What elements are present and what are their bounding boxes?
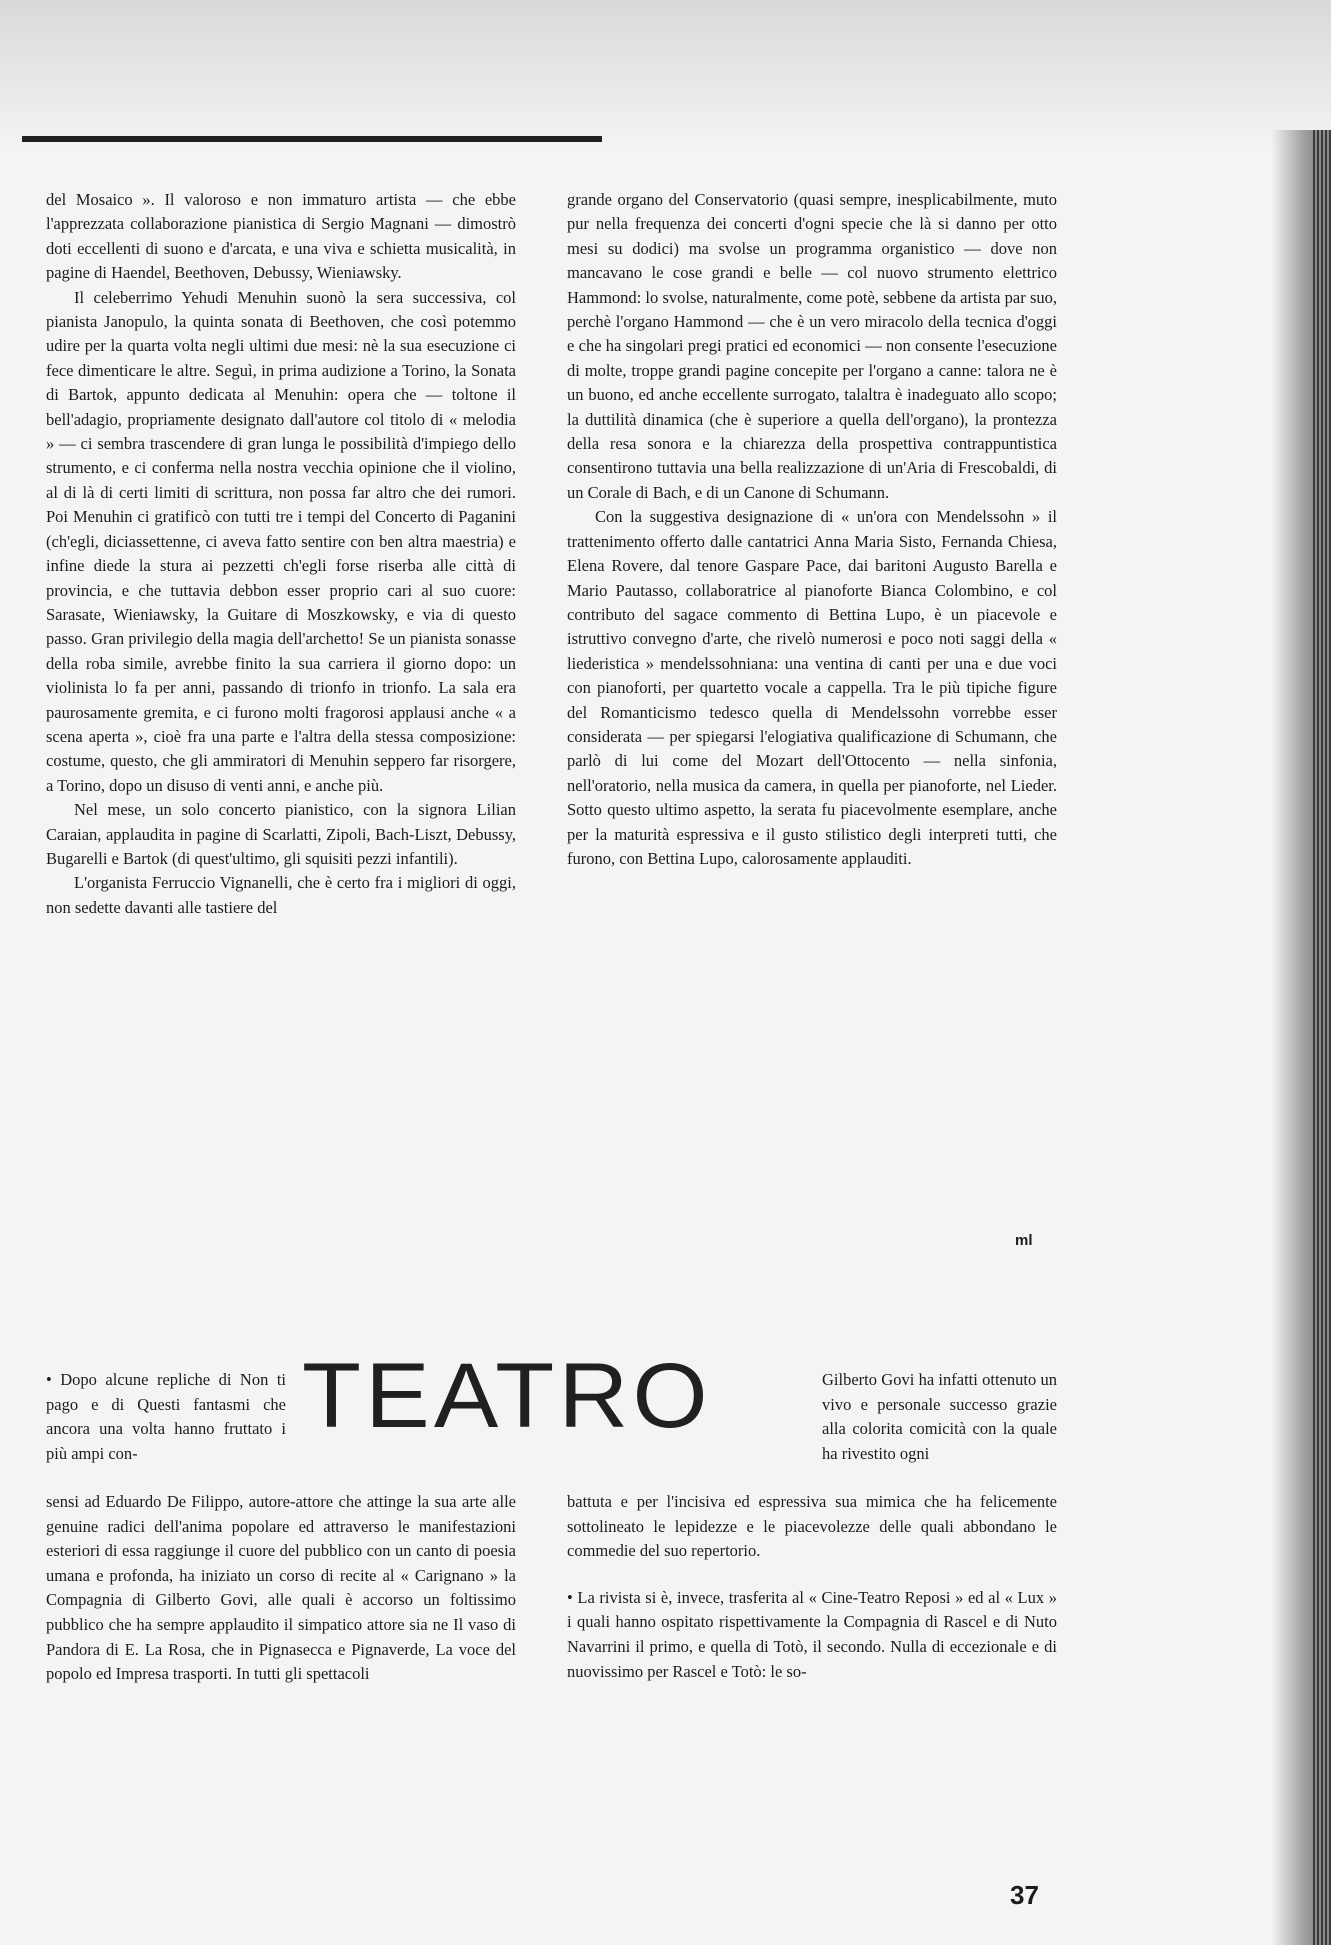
author-signature: ml: [1015, 1232, 1033, 1249]
teatro-paragraph: battuta e per l'incisiva ed espressiva sua mimica che ha felicemente sottolineato le lepidezze e le piacevolezze delle quali abbondano le commedie del suo repertorio.: [567, 1492, 1057, 1561]
music-paragraph: Il celeberrimo Yehudi Menuhin suonò la sera successiva, col pianista Janopulo, la quinta sonata di Beethoven, che così potemmo udire per la quarta volta negli ultimi due mesi: nè la sua esecuzione ci fece dimenticare le altre. Seguì, in prima audizione a Torino, la Sonata di Bartok, appunto dedicata al Menuhin: opera che — toltone il bell'adagio, propriamente designato dall'autore col titolo di « melodia » — ci sembra trascendere di gran lunga le possibilità d'impiego dello strumento, e ci conferma nella nostra vecchia opinione che il violino, al di là di certi limiti di scrittura, non possa far altro che dei rumori. Poi Menuhin ci gratificò con tutti tre i tempi del Concerto di Paganini (ch'egli, diciassettenne, ci aveva fatto sentire con ben altra maestria) e infine diede la stura ai pezzetti ch'egli forse riserba alle città di provincia, e che tuttavia debbon esser proprio cari al suo cuore: Sarasate, Wieniawsky, la Guitare di Moszkowsky, e via di questo passo. Gran privilegio della magia dell'archetto! Se un pianista sonasse della roba simile, avrebbe finito la sua carriera il giorno dopo: un violinista lo fa per anni, passando di trionfo in trionfo. La sala era paurosamente gremita, e ci furono molti fragorosi applausi anche « a scena aperta », cioè fra una parte e l'altra della stessa composizione: costume, questo, che gli ammiratori di Menuhin seppero far risorgere, a Torino, dopo un disuso di venti anni, e anche più.: [46, 287, 516, 795]
music-paragraph: L'organista Ferruccio Vignanelli, che è certo fra i migliori di oggi, non sedette davanti alle tastiere del: [46, 873, 516, 917]
teatro-intro-right: Gilberto Govi ha infatti ottenuto un vivo e personale successo grazie alla colorita comicità con la quale ha rivestito ogni: [822, 1370, 1057, 1463]
scan-shadow: [0, 0, 1331, 150]
page-edge: [1313, 130, 1331, 1945]
teatro-column-right: [567, 1490, 1057, 1684]
music-column-left: [46, 188, 516, 920]
music-paragraph: grande organo del Conservatorio (quasi sempre, inesplicabilmente, muto pur nella frequenza dei concerti d'ogni specie che là si danno per otto mesi su dodici) ma svolse un programma organistico — dove non mancavano le cose grandi e belle — col nuovo strumento elettrico Hammond: lo svolse, naturalmente, come potè, sebbene da artista par suo, perchè l'organo Hammond — che è un vero miracolo della tecnica d'oggi e che ha singolari pregi pratici ed economici — non consente l'esecuzione di molte, troppe grandi pagine concepite per l'organo a canne: talora ne è un buono, ed anche eccellente surrogato, talaltra è inadeguato allo scopo; la duttilità dinamica (che è superiore a quella dell'organo), la prontezza della resa sonora e la chiarezza della prospettiva contrappuntistica consentirono tuttavia una bella realizzazione di un'Aria di Frescobaldi, di un Corale di Bach, e di un Canone di Schumann.: [567, 190, 1057, 502]
music-paragraph: Con la suggestiva designazione di « un'ora con Mendelssohn » il trattenimento offerto dalle cantatrici Anna Maria Sisto, Fernanda Chiesa, Elena Rovere, dal tenore Gaspare Pace, dai baritoni Augusto Barella e Mario Pautasso, collaboratrice al pianoforte Bianca Colombino, e col contributo del sagace commento di Bettina Lupo, è un piacevole e istruttivo convegno d'arte, che rivelò numerosi e poco noti saggi della « liederistica » mendelssohniana: una ventina di canti per una e due voci con pianoforti, per quartetto vocale a cappella. Tra le più tipiche figure del Romanticismo tedesco quella di Mendelssohn vorrebbe esser considerata — per spiegarsi l'elogiativa qualificazione di Schumann, che parlò di lui come del Mozart dell'Ottocento — nella sinfonia, nell'oratorio, nella musica da camera, in quella per pianoforte, nel Lieder. Sotto questo ultimo aspetto, la serata fu piacevolmente esemplare, anche per la maturità espressiva e il gusto stilistico degli interpreti tutti, che furono, con Bettina Lupo, calorosamente applauditi.: [567, 507, 1057, 868]
teatro-intro-left: • Dopo alcune repliche di Non ti pago e di Questi fantasmi che ancora una volta hanno fruttato i più ampi con-: [46, 1370, 286, 1463]
section-title: TEATRO: [302, 1345, 712, 1447]
teatro-column-left: [46, 1490, 516, 1687]
header-rule: [22, 136, 602, 142]
teatro-paragraph: sensi ad Eduardo De Filippo, autore-attore che attinge la sua arte alle genuine radici dell'anima popolare ed attraverso le manifestazioni esteriori di essa raggiunge il cuore del pubblico con un canto di poesia umana e profonda, ha iniziato un corso di recite al « Carignano » la Compagnia di Gilberto Govi, alle quali è accorso un foltissimo pubblico che ha sempre applaudito il simpatico attore sia ne Il vaso di Pandora di E. La Rosa, che in Pignasecca e Pignaverde, La voce del popolo ed Impresa trasporti. In tutti gli spettacoli: [46, 1492, 516, 1684]
music-column-right: [567, 188, 1057, 871]
page-number: 37: [1010, 1880, 1039, 1910]
music-paragraph: del Mosaico ». Il valoroso e non immaturo artista — che ebbe l'apprezzata collaborazione pianistica di Sergio Magnani — dimostrò doti eccellenti di suono e d'arcata, e una viva e schietta musicalità, in pagine di Haendel, Beethoven, Debussy, Wieniawsky.: [46, 190, 516, 283]
music-paragraph: Nel mese, un solo concerto pianistico, con la signora Lilian Caraian, applaudita in pagine di Scarlatti, Zipoli, Bach-Liszt, Debussy, Bugarelli e Bartok (di quest'ultimo, gli squisiti pezzi infantili).: [46, 800, 516, 868]
teatro-paragraph: • La rivista si è, invece, trasferita al « Cine-Teatro Reposi » ed al « Lux » i quali hanno ospitato rispettivamente la Compagnia di Rascel e di Nuto Navarrini il primo, e quella di Totò, il secondo. Nulla di eccezionale e di nuovissimo per Rascel e Totò: le so-: [567, 1587, 1057, 1681]
